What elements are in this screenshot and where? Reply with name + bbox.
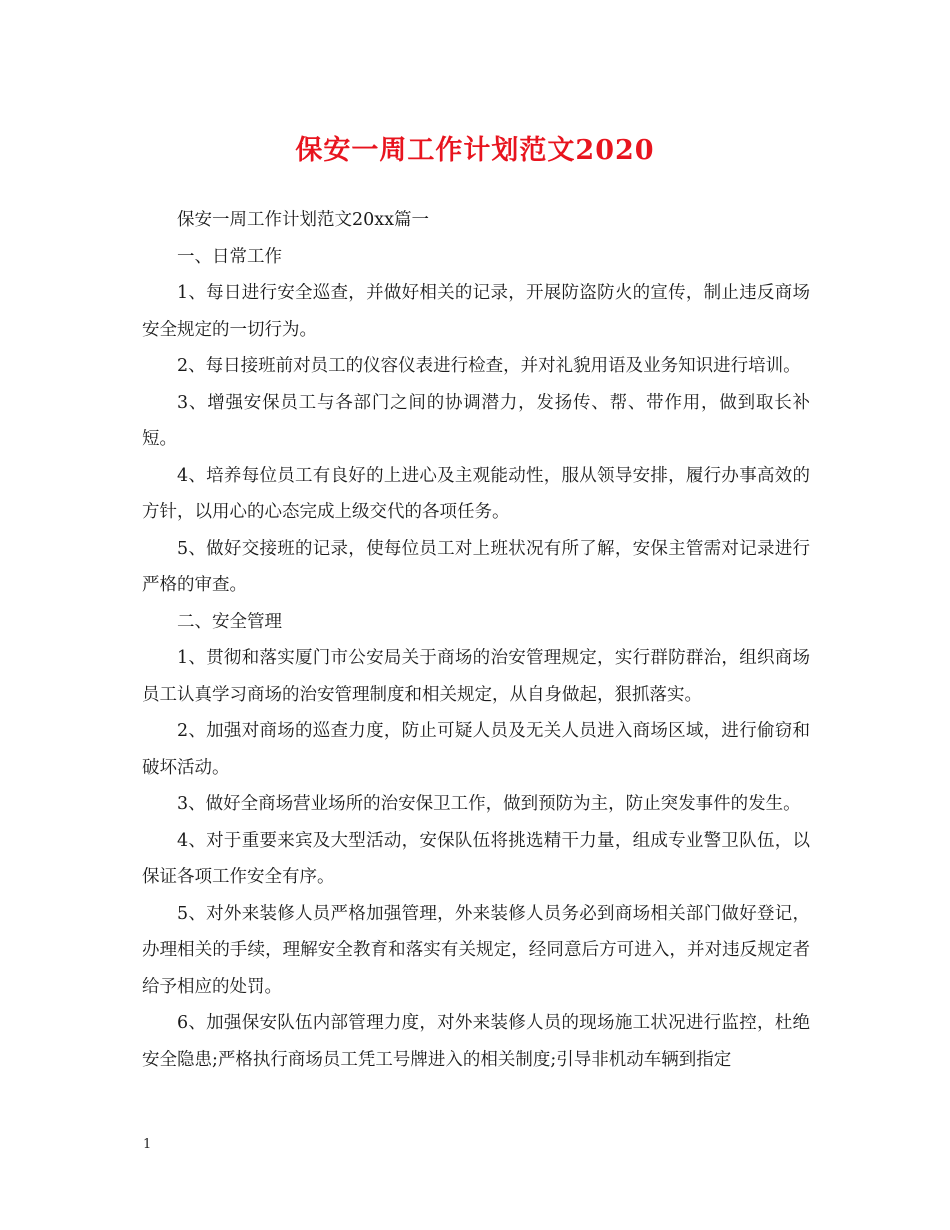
paragraph: 4、对于重要来宾及大型活动，安保队伍将挑选精干力量，组成专业警卫队伍，以保证各项工作安全有序。	[142, 830, 810, 887]
paragraph: 5、做好交接班的记录，使每位员工对上班状况有所了解，安保主管需对记录进行严格的审查。	[142, 538, 810, 595]
paragraph: 4、培养每位员工有良好的上进心及主观能动性，服从领导安排，履行办事高效的方针，以用心的心态完成上级交代的各项任务。	[142, 465, 810, 522]
paragraph-heading-article: 保安一周工作计划范文20xx篇一	[177, 210, 430, 230]
document-title: 保安一周工作计划范文2020	[295, 135, 655, 166]
section-heading-daily-work: 一、日常工作	[177, 246, 282, 267]
paragraph: 6、加强保安队伍内部管理力度，对外来装修人员的现场施工状况进行监控，杜绝安全隐患;严格执行商场员工凭工号牌进入的相关制度;引导非机动车辆到指定	[142, 1013, 810, 1070]
paragraph: 1、每日进行安全巡查，并做好相关的记录，开展防盗防火的宣传，制止违反商场安全规定的一切行为。	[142, 283, 810, 340]
paragraph: 3、增强安保员工与各部门之间的协调潜力，发扬传、帮、带作用，做到取长补短。	[142, 392, 810, 449]
paragraph: 2、每日接班前对员工的仪容仪表进行检查，并对礼貌用语及业务知识进行培训。	[177, 356, 801, 376]
document-body	[142, 202, 810, 1078]
section-heading-security-management: 二、安全管理	[177, 611, 282, 632]
paragraph: 1、贯彻和落实厦门市公安局关于商场的治安管理规定，实行群防群治，组织商场员工认真学习商场的治安管理制度和相关规定，从自身做起，狠抓落实。	[142, 648, 810, 705]
paragraph: 3、做好全商场营业场所的治安保卫工作，做到预防为主，防止突发事件的发生。	[177, 794, 801, 814]
page-number: 1	[143, 1137, 152, 1152]
paragraph: 2、加强对商场的巡查力度，防止可疑人员及无关人员进入商场区域，进行偷窃和破坏活动。	[142, 721, 810, 778]
paragraph: 5、对外来装修人员严格加强管理，外来装修人员务必到商场相关部门做好登记，办理相关的手续，理解安全教育和落实有关规定，经同意后方可进入，并对违反规定者给予相应的处罚。	[142, 903, 810, 997]
